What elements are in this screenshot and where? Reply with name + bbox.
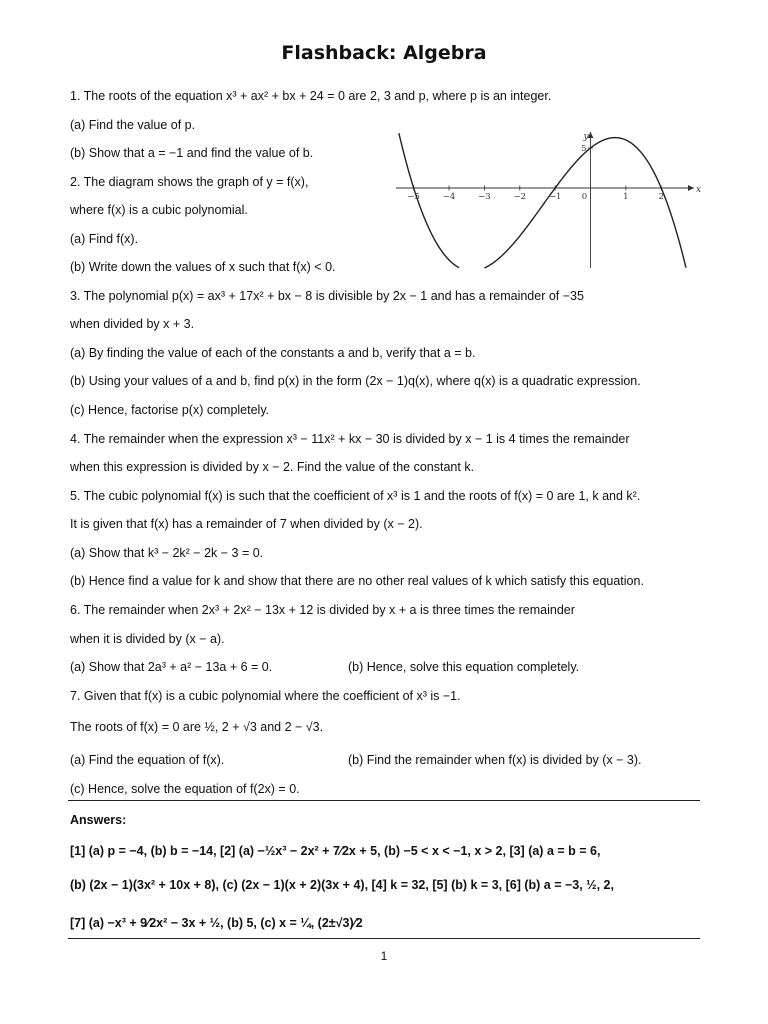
question-6b-line: (b) Hence, solve this equation completely. <box>348 660 580 674</box>
x-tick-label: 0 <box>581 192 588 202</box>
answers-line: [7] (a) −x³ + 9⁄2x² − 3x + ½, (b) 5, (c) x = ¼, (2±√3)⁄2 <box>70 916 363 930</box>
question-3b-line: (b) Using your values of a and b, find p(x) in the form (2x − 1)q(x), where q(x) is a quadratic expression. <box>70 374 641 388</box>
question-5-line: 5. The cubic polynomial f(x) is such that the coefficient of x³ is 1 and the roots of f(x) = 0 are 1, k and k². <box>70 489 641 503</box>
question-7a-line: (a) Find the equation of f(x). <box>70 753 225 767</box>
question-4-line: 4. The remainder when the expression x³ − 11x² + kx − 30 is divided by x − 1 is 4 times the remainder <box>70 432 630 446</box>
question-3c-line: (c) Hence, factorise p(x) completely. <box>70 403 270 417</box>
question-6-line: 6. The remainder when 2x³ + 2x² − 13x + 12 is divided by x + a is three times the remainder <box>70 603 575 617</box>
answers-heading: Answers: <box>70 813 127 827</box>
x-tick-label: −1 <box>548 192 562 202</box>
x-axis-label: x <box>696 185 702 195</box>
cubic-graph <box>390 130 700 270</box>
question-5b-line: (b) Hence find a value for k and show that there are no other real values of k which satisfy this equation. <box>70 574 644 588</box>
x-tick-label: −3 <box>478 192 491 202</box>
question-7c-line: (c) Hence, solve the equation of f(2x) = 0. <box>70 782 300 796</box>
x-tick-label: 2 <box>658 192 664 202</box>
question-2b-line: (b) Write down the values of x such that f(x) < 0. <box>70 260 336 274</box>
x-tick-label: −4 <box>442 192 456 202</box>
question-7-line: 7. Given that f(x) is a cubic polynomial where the coefficient of x³ is −1. <box>70 689 461 703</box>
page-title: Flashback: Algebra <box>281 42 487 64</box>
question-6a-line: (a) Show that 2a³ + a² − 13a + 6 = 0. <box>70 660 273 674</box>
x-tick-label: 1 <box>623 192 629 202</box>
question-2a-line: (a) Find f(x). <box>70 232 139 246</box>
question-1b-line: (b) Show that a = −1 and find the value of b. <box>70 146 314 160</box>
question-6-line: when it is divided by (x − a). <box>70 632 225 646</box>
question-3a-line: (a) By finding the value of each of the constants a and b, verify that a = b. <box>70 346 476 360</box>
question-7b-line: (b) Find the remainder when f(x) is divided by (x − 3). <box>348 753 642 767</box>
question-2-line: where f(x) is a cubic polynomial. <box>70 203 248 217</box>
graph-ticks <box>407 144 664 202</box>
divider <box>68 800 700 801</box>
y-axis-label: y <box>583 132 589 142</box>
question-7-line: The roots of f(x) = 0 are ½, 2 + √3 and 2 − √3. <box>70 720 324 734</box>
question-1-line: 1. The roots of the equation x³ + ax² + bx + 24 = 0 are 2, 3 and p, where p is an integer. <box>70 89 552 103</box>
answers-line: [1] (a) p = −4, (b) b = −14, [2] (a) −½x³ − 2x² + 7⁄2x + 5, (b) −5 < x < −1, x > 2, [3] (a) a = b = 6, <box>70 844 601 858</box>
answers-line: (b) (2x − 1)(3x² + 10x + 8), (c) (2x − 1)(x + 2)(3x + 4), [4] k = 32, [5] (b) k = 3, [6] (b) a = −3, ½, 2, <box>70 878 614 892</box>
question-2-line: 2. The diagram shows the graph of y = f(x), <box>70 175 309 189</box>
question-5a-line: (a) Show that k³ − 2k² − 2k − 3 = 0. <box>70 546 264 560</box>
question-3-line: 3. The polynomial p(x) = ax³ + 17x² + bx − 8 is divisible by 2x − 1 and has a remainder of −35 <box>70 289 584 303</box>
divider <box>68 938 700 939</box>
x-tick-label: −2 <box>513 192 527 202</box>
page-number: 1 <box>380 949 388 963</box>
question-3-line: when divided by x + 3. <box>70 317 195 331</box>
x-axis-arrow-icon <box>688 185 694 191</box>
x-tick-label: −5 <box>407 192 420 202</box>
question-4-line: when this expression is divided by x − 2. Find the value of the constant k. <box>70 460 475 474</box>
question-5-line: It is given that f(x) has a remainder of 7 when divided by (x − 2). <box>70 517 423 531</box>
question-1a-line: (a) Find the value of p. <box>70 118 196 132</box>
y-tick-label: 5 <box>581 144 587 154</box>
